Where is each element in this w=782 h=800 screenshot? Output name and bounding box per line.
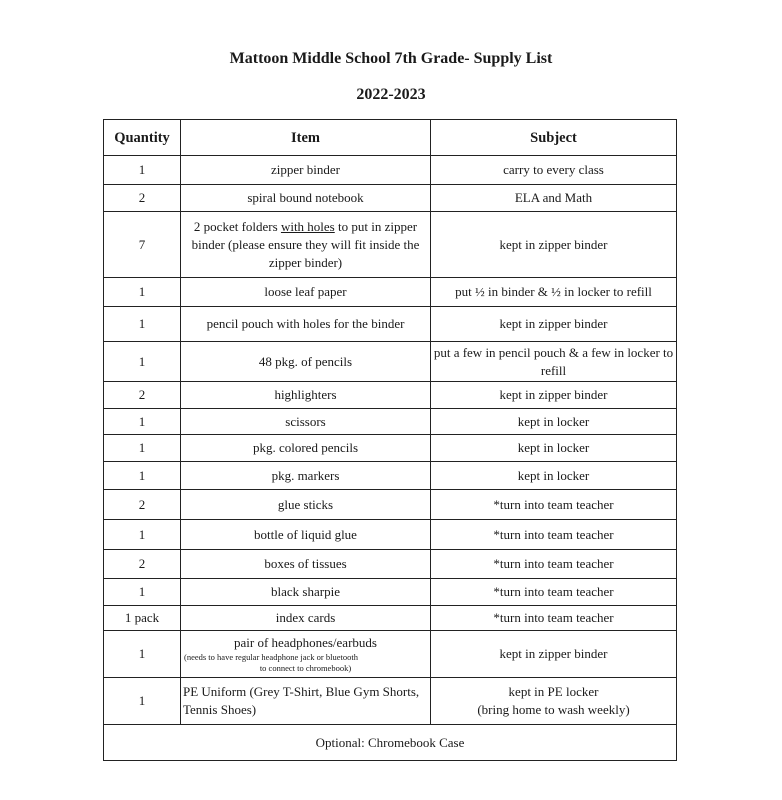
quantity-cell: 2	[104, 550, 181, 579]
table-row	[104, 678, 677, 725]
subject-cell: kept in zipper binder	[431, 307, 677, 342]
school-year: 2022-2023	[356, 86, 426, 103]
table-row	[104, 212, 677, 278]
table-row	[104, 550, 677, 579]
subject-cell: *turn into team teacher	[431, 550, 677, 579]
item-cell: boxes of tissues	[181, 550, 431, 579]
table-row	[104, 342, 677, 382]
subject-cell: kept in locker	[431, 409, 677, 435]
item-cell: pencil pouch with holes for the binder	[181, 307, 431, 342]
quantity-cell: 1	[104, 678, 181, 725]
table-row	[104, 631, 677, 678]
item-cell: spiral bound notebook	[181, 185, 431, 212]
subject-note: (bring home to wash weekly)	[477, 702, 630, 717]
quantity-cell: 1	[104, 435, 181, 462]
header-item: Item	[181, 120, 431, 156]
quantity-cell: 2	[104, 490, 181, 520]
item-text-post: to put in zipper binder (please ensure they will fit inside the zipper binder)	[191, 218, 420, 270]
item-cell: scissors	[181, 409, 431, 435]
item-cell	[181, 631, 431, 678]
table-row	[104, 382, 677, 409]
quantity-cell: 1	[104, 278, 181, 307]
item-note: to connect to chromebook)	[259, 663, 352, 673]
table-row	[104, 490, 677, 520]
item-text-underlined: with holes	[280, 218, 335, 234]
quantity-cell: 7	[104, 212, 181, 278]
quantity-cell: 1	[104, 342, 181, 382]
quantity-cell: 1 pack	[104, 606, 181, 631]
subject-cell: kept in zipper binder	[431, 382, 677, 409]
table-row	[104, 435, 677, 462]
optional-row	[104, 725, 677, 761]
item-cell: bottle of liquid glue	[181, 520, 431, 550]
item-cell	[181, 212, 431, 278]
subject-cell: *turn into team teacher	[431, 490, 677, 520]
table-row	[104, 462, 677, 490]
subject-cell: *turn into team teacher	[431, 579, 677, 606]
quantity-cell: 2	[104, 185, 181, 212]
quantity-cell: 1	[104, 156, 181, 185]
subject-cell	[431, 678, 677, 725]
item-cell: pkg. colored pencils	[181, 435, 431, 462]
header-subject: Subject	[431, 120, 677, 156]
subject-cell: carry to every class	[431, 156, 677, 185]
quantity-cell: 1	[104, 579, 181, 606]
subject-cell: kept in zipper binder	[431, 212, 677, 278]
optional-cell: Optional: Chromebook Case	[104, 725, 677, 761]
supply-table	[103, 119, 677, 761]
subject-cell: kept in locker	[431, 435, 677, 462]
item-cell: loose leaf paper	[181, 278, 431, 307]
page-title: Mattoon Middle School 7th Grade- Supply List	[229, 50, 553, 67]
table-row	[104, 409, 677, 435]
item-cell: PE Uniform (Grey T-Shirt, Blue Gym Shorts, Tennis Shoes)	[181, 678, 431, 725]
item-cell: 48 pkg. of pencils	[181, 342, 431, 382]
subject-cell: put ½ in binder & ½ in locker to refill	[431, 278, 677, 307]
quantity-cell: 1	[104, 520, 181, 550]
quantity-cell: 2	[104, 382, 181, 409]
item-cell: zipper binder	[181, 156, 431, 185]
item-cell: pkg. markers	[181, 462, 431, 490]
item-text: pair of headphones/earbuds	[234, 635, 377, 650]
table-header-row	[104, 120, 677, 156]
item-text-pre: 2 pocket folders	[193, 218, 281, 234]
subject-cell: kept in locker	[431, 462, 677, 490]
quantity-cell: 1	[104, 409, 181, 435]
item-note: (needs to have regular headphone jack or bluetooth	[184, 652, 358, 662]
item-cell: index cards	[181, 606, 431, 631]
quantity-cell: 1	[104, 631, 181, 678]
table-row	[104, 579, 677, 606]
table-row	[104, 156, 677, 185]
subject-cell: kept in zipper binder	[431, 631, 677, 678]
table-row	[104, 278, 677, 307]
subject-cell: ELA and Math	[431, 185, 677, 212]
item-cell: glue sticks	[181, 490, 431, 520]
subject-cell: put a few in pencil pouch & a few in locker to refill	[431, 342, 677, 382]
table-row	[104, 520, 677, 550]
quantity-cell: 1	[104, 307, 181, 342]
table-row	[104, 606, 677, 631]
subject-cell: *turn into team teacher	[431, 520, 677, 550]
subject-text: kept in PE locker	[508, 684, 599, 699]
table-row	[104, 185, 677, 212]
header-quantity: Quantity	[104, 120, 181, 156]
item-cell: black sharpie	[181, 579, 431, 606]
subject-cell: *turn into team teacher	[431, 606, 677, 631]
table-row	[104, 307, 677, 342]
quantity-cell: 1	[104, 462, 181, 490]
item-cell: highlighters	[181, 382, 431, 409]
